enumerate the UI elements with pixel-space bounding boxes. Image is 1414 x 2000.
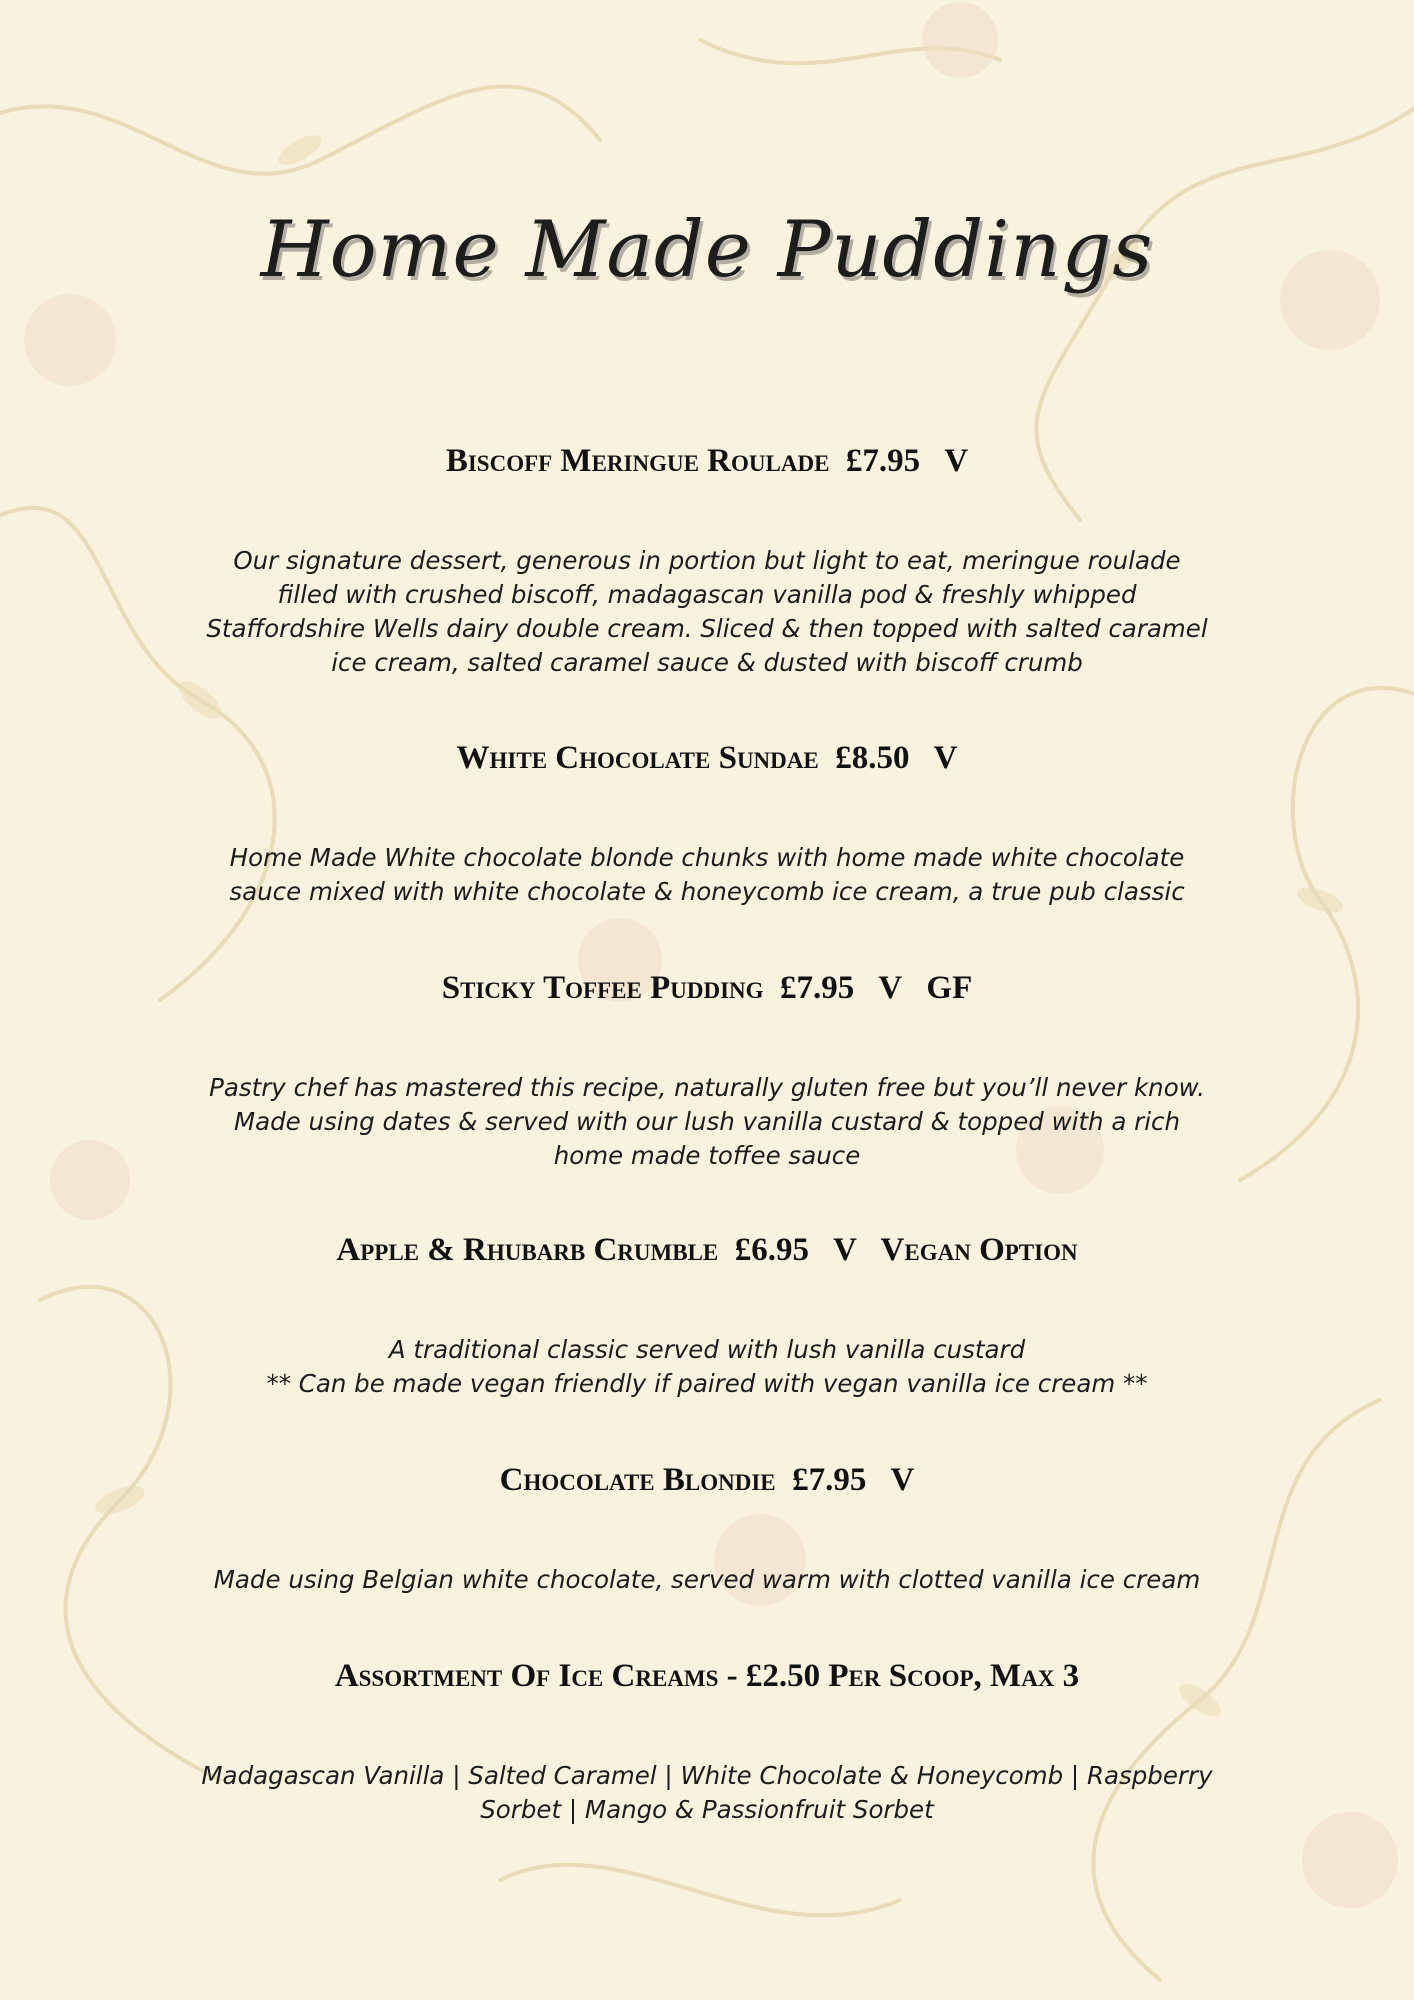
- menu-item-heading: Assortment Of Ice Creams - £2.50 Per Scoop, Max 3: [334, 1658, 1080, 1694]
- description-line: ** Can be made vegan friendly if paired with vegan vanilla ice cream **: [266, 1369, 1148, 1398]
- description-line: filled with crushed biscoff, madagascan vanilla pod & freshly whipped: [277, 580, 1137, 609]
- description-line: Staffordshire Wells dairy double cream. Sliced & then topped with salted caramel: [206, 614, 1208, 643]
- menu-item-description: [180, 1071, 1234, 1173]
- menu-item-description: [180, 841, 1234, 909]
- menu-item-description: [180, 1759, 1234, 1827]
- description-line: A traditional classic served with lush vanilla custard: [388, 1335, 1026, 1364]
- description-line: ice cream, salted caramel sauce & dusted with biscoff crumb: [331, 648, 1083, 677]
- description-line: Made using dates & served with our lush vanilla custard & topped with a rich: [233, 1107, 1181, 1136]
- menu-item-description: [180, 1563, 1234, 1597]
- description-line: Madagascan Vanilla | Salted Caramel | White Chocolate & Honeycomb | Raspberry: [201, 1761, 1213, 1790]
- menu-item-heading: Chocolate Blondie £7.95 V: [499, 1462, 915, 1498]
- menu-item-description: [180, 1333, 1234, 1401]
- description-line: Pastry chef has mastered this recipe, naturally gluten free but you’ll never know.: [209, 1073, 1205, 1102]
- menu-item-heading: Biscoff Meringue Roulade £7.95 V: [445, 443, 969, 479]
- description-line: Sorbet | Mango & Passionfruit Sorbet: [480, 1795, 934, 1824]
- description-line: Our signature dessert, generous in portion but light to eat, meringue roulade: [233, 546, 1181, 575]
- description-line: home made toffee sauce: [553, 1141, 861, 1170]
- menu-item-description: [180, 544, 1234, 680]
- menu-item-heading: Apple & Rhubarb Crumble £6.95 V Vegan Option: [336, 1232, 1078, 1268]
- description-line: Made using Belgian white chocolate, served warm with clotted vanilla ice cream: [213, 1565, 1201, 1594]
- description-line: Home Made White chocolate blonde chunks with home made white chocolate: [229, 843, 1185, 872]
- menu-item-heading: White Chocolate Sundae £8.50 V: [456, 740, 958, 776]
- menu-item-heading: Sticky Toffee Pudding £7.95 V GF: [441, 970, 973, 1006]
- menu-title: Home Made Puddings: [260, 205, 1154, 295]
- description-line: sauce mixed with white chocolate & honeycomb ice cream, a true pub classic: [229, 877, 1185, 906]
